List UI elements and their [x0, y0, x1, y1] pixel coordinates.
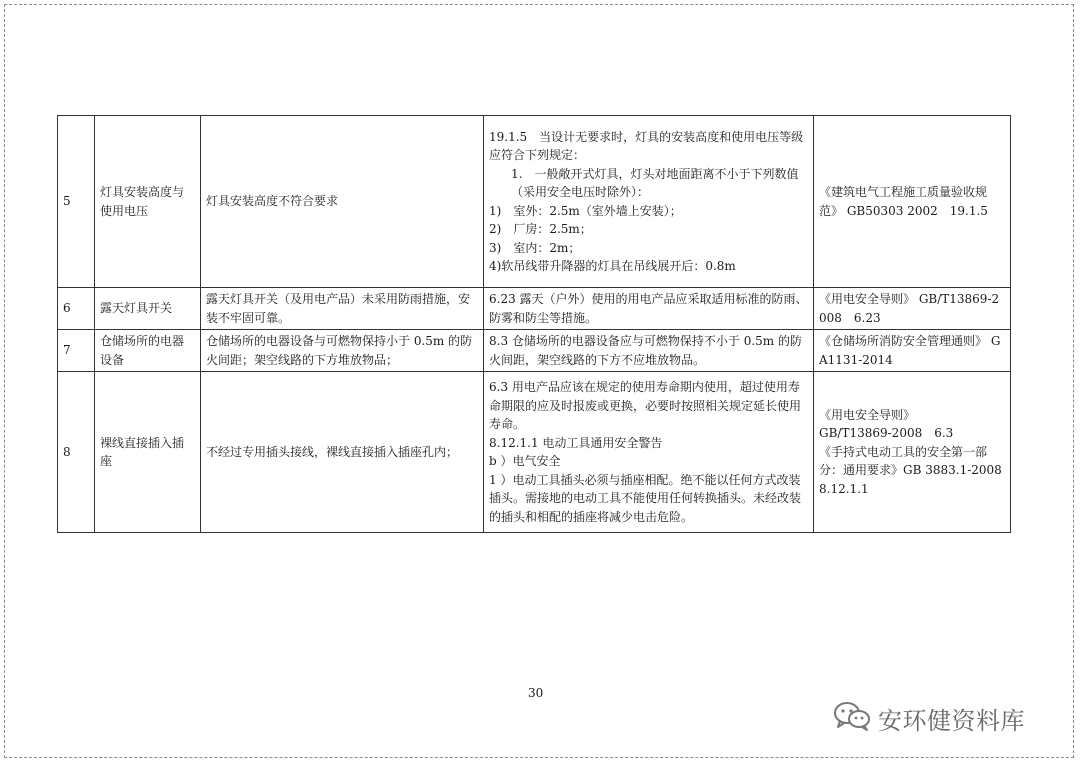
standard-line: 6.23 露天（户外）使用的用电产品应采取适用标准的防雨、防雾和防尘等措施。	[489, 292, 808, 325]
standard-line: 8.3 仓储场所的电器设备应与可燃物保持不小于 0.5m 的防火间距，架空线路的下方不应堆放物品。	[489, 334, 802, 367]
row-number: 6	[58, 288, 95, 330]
reference-line: 《用电安全导则》	[819, 407, 916, 422]
hazard-description: 灯具安装高度不符合要求	[201, 116, 484, 288]
hazard-description: 露天灯具开关（及用电产品）未采用防雨措施，安装不牢固可靠。	[201, 288, 484, 330]
reference-standard	[814, 372, 1011, 533]
row-number: 5	[58, 116, 95, 288]
standard-line: 1 ）电动工具插头必须与插座相配。绝不能以任何方式改装插头。需接地的电动工具不能使用任何转换插头。未经改装的插头和相配的插座将减少电击危险。	[489, 472, 802, 524]
reference-standard: 《用电安全导则》 GB/T13869-2008 6.23	[814, 288, 1011, 330]
table-row	[58, 330, 1011, 372]
hazard-description: 仓储场所的电器设备与可燃物保持小于 0.5m 的防火间距；架空线路的下方堆放物品；	[201, 330, 484, 372]
hazard-description: 不经过专用插头接线，裸线直接插入插座孔内；	[201, 372, 484, 533]
safety-inspection-table	[57, 115, 1011, 533]
row-number: 7	[58, 330, 95, 372]
reference-line: GB/T13869-2008 6.3	[819, 426, 954, 441]
reference-standard: 《建筑电气工程施工质量验收规范》 GB50303 2002 19.1.5	[814, 116, 1011, 288]
hazard-item: 仓储场所的电器设备	[95, 330, 201, 372]
standard-line: 6.3 用电产品应该在规定的使用寿命期内使用，超过使用寿命期限的应及时报废或更换，必要时按照相关规定延长使用寿命。	[489, 380, 802, 431]
watermark	[832, 700, 1025, 736]
hazard-item: 裸线直接插入插座	[95, 372, 201, 533]
reference-line: 8.12.1.1	[819, 481, 869, 496]
table-row	[58, 116, 1011, 288]
row-number: 8	[58, 372, 95, 533]
standard-line: 3) 室内：2m；	[489, 240, 581, 255]
standard-requirement	[484, 116, 814, 288]
standard-requirement	[484, 372, 814, 533]
standard-line: 19.1.5 当设计无要求时，灯具的安装高度和使用电压等级应符合下列规定：	[489, 129, 804, 162]
standard-line: 2) 厂房：2.5m；	[489, 222, 592, 236]
reference-standard: 《仓储场所消防安全管理通则》 GA1131-2014	[814, 330, 1011, 372]
standard-line: 4)软吊线带升降器的灯具在吊线展开后：0.8m	[489, 259, 736, 273]
wechat-icon	[832, 700, 872, 736]
standard-line: 1) 室外：2.5m（室外墙上安装）；	[489, 203, 682, 218]
reference-line: 《手持式电动工具的安全第一部分：通用要求》GB 3883.1-2008	[819, 444, 1002, 478]
page-number: 30	[528, 686, 544, 700]
standard-line: 1. 一般敞开式灯具，灯头对地面距离不小于下列数值（采用安全电压时除外）：	[511, 166, 799, 199]
standard-line: b ）电气安全	[489, 454, 561, 468]
watermark-text: 安环健资料库	[878, 706, 1025, 735]
standard-requirement	[484, 330, 814, 372]
table-row	[58, 372, 1011, 533]
standard-line: 8.12.1.1 电动工具通用安全警告	[489, 435, 663, 450]
hazard-item: 露天灯具开关	[95, 288, 201, 330]
table-row	[58, 288, 1011, 330]
standard-requirement	[484, 288, 814, 330]
hazard-item: 灯具安装高度与使用电压	[95, 116, 201, 288]
